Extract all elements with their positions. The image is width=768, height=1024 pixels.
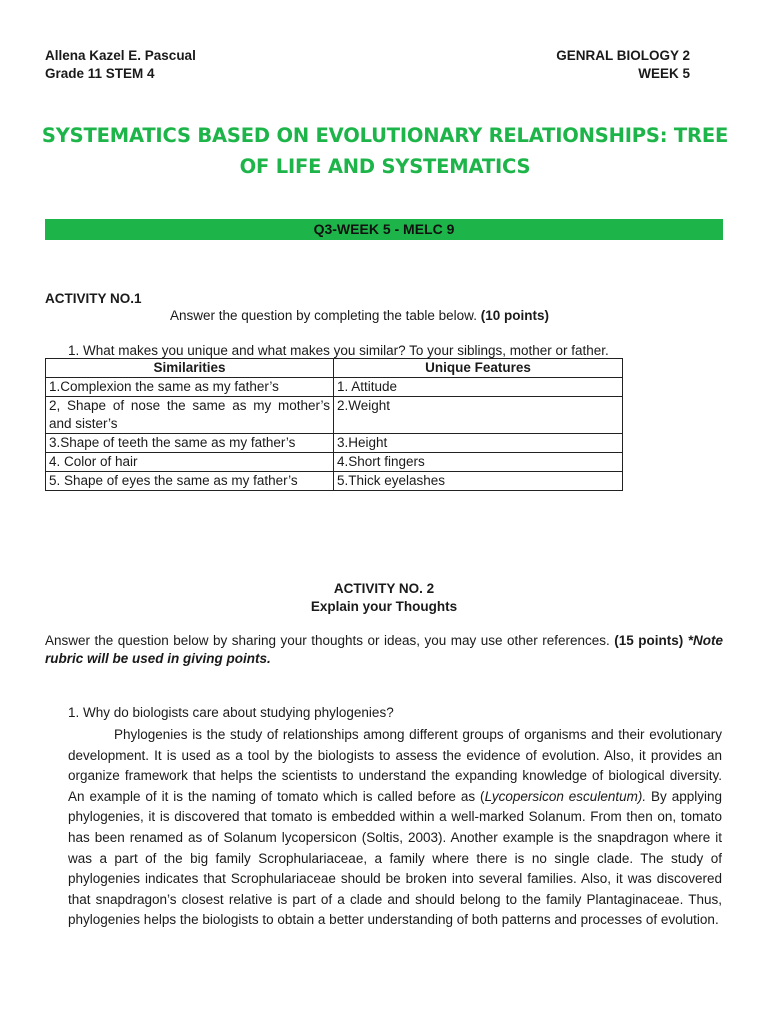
unique-cell: 2.Weight [334,397,623,434]
essay-text-part1: Phylogenies is the study of relationships among different groups of organisms and their evolutionary development. It is used as a tool by the biologists to assess the evidence of evolution. Also, it provides an organize framework that helps the scientists to understand the expanding knowledge of biological diversity. An example of it is the naming of tomato which is called before as ( [68,727,722,804]
similarity-cell: 2, Shape of nose the same as my mother’s and sister’s [46,397,334,434]
unique-cell: 5.Thick eyelashes [334,472,623,491]
essay-answer [68,725,722,931]
activity1-heading: ACTIVITY NO.1 [45,291,142,306]
activity1-question: 1. What makes you unique and what makes you similar? To your siblings, mother or father. [68,343,609,358]
essay-scientific-name: Lycopersicon esculentum). [484,788,647,804]
features-table [45,358,623,491]
unique-cell: 1. Attitude [334,378,623,397]
subject-label: GENRAL BIOLOGY 2 [556,48,690,63]
header-unique-features: Unique Features [334,359,623,378]
unique-cell: 4.Short fingers [334,453,623,472]
activity1-points: (10 points) [480,308,549,323]
activity2-subheading: Explain your Thoughts [310,599,458,614]
activity2-instruction [45,632,723,668]
week-label: WEEK 5 [638,66,690,81]
activity1-instruction-text: Answer the question by completing the table below. [170,308,477,323]
similarity-cell: 3.Shape of teeth the same as my father’s [46,434,334,453]
melc-banner: Q3-WEEK 5 - MELC 9 [45,219,723,240]
table-row [46,472,623,491]
activity1-instruction [170,307,549,325]
table-row [46,378,623,397]
similarity-cell: 5. Shape of eyes the same as my father’s [46,472,334,491]
student-name: Allena Kazel E. Pascual [45,48,196,63]
table-row [46,434,623,453]
table-row [46,453,623,472]
table-row [46,397,623,434]
rubric-note: *Note rubric will be used in giving points. [45,633,723,666]
page-title: SYSTEMATICS BASED ON EVOLUTIONARY RELATIONSHIPS: TREE OF LIFE AND SYSTEMATICS [41,124,729,178]
similarity-cell: 1.Complexion the same as my father’s [46,378,334,397]
activity2-heading: ACTIVITY NO. 2 [333,581,435,596]
unique-cell: 3.Height [334,434,623,453]
header-similarities: Similarities [46,359,334,378]
activity2-instruction-text: Answer the question below by sharing your thoughts or ideas, you may use other references. [45,633,610,648]
similarity-cell: 4. Color of hair [46,453,334,472]
activity2-points: (15 points) [614,633,684,648]
activity2-question: 1. Why do biologists care about studying phylogenies? [68,705,394,720]
table-header-row [46,359,623,378]
grade-section: Grade 11 STEM 4 [45,66,155,81]
essay-text-part2: By applying phylogenies, it is discovered that tomato is embedded within a well-marked Solanum. From then on, tomato has been renamed as of Solanum lycopersicon (Soltis, 2003). Another example is the snapdragon where it was a part of the big family Scrophulariaceae, a family where there is no single clade. The study of phylogenies indicates that Scrophulariaceae should be broken into several families. Also, it was discovered that snapdragon’s closest relative is part of a clade and should belong to the family Plantaginaceae. Thus, phylogenies helps the biologists to obtain a better understanding of both patterns and processes of evolution. [68,788,723,928]
